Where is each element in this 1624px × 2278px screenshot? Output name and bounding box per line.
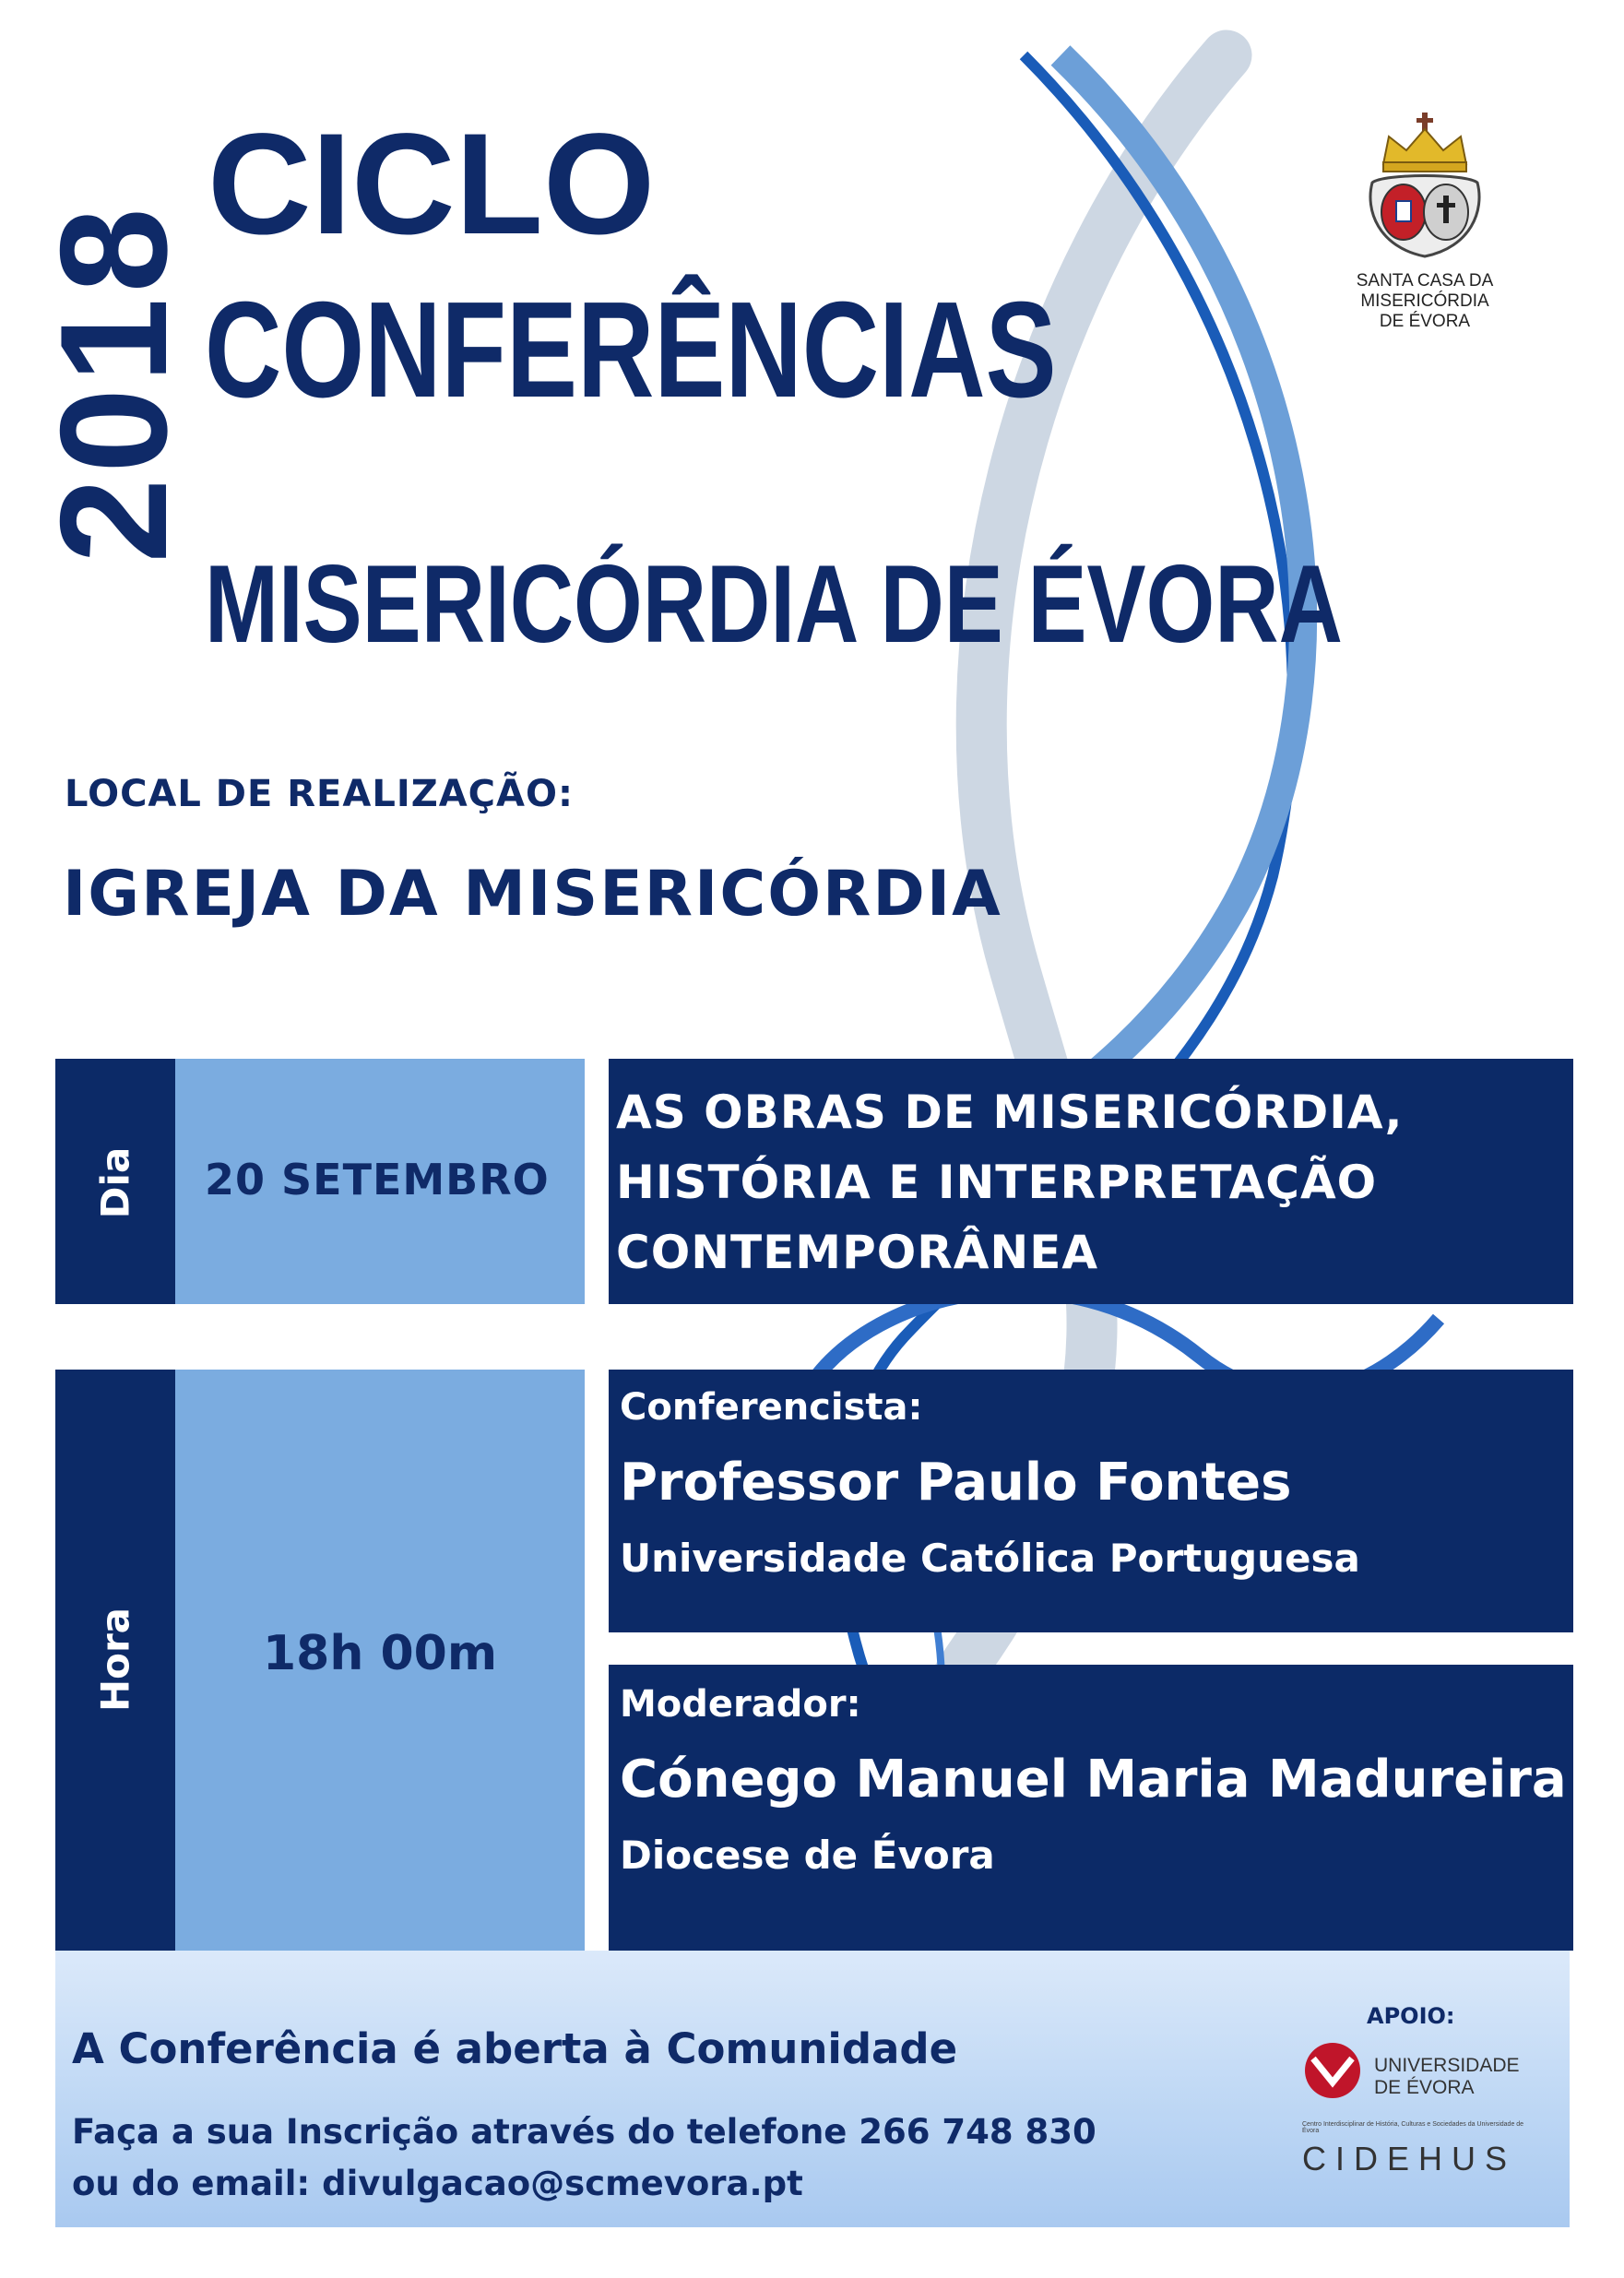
coat-of-arms-icon: [1356, 109, 1494, 266]
university-name-line: UNIVERSIDADE: [1374, 2055, 1520, 2076]
dia-value: 20 SETEMBRO: [205, 1155, 550, 1204]
cidehus-subtitle: Centro Interdisciplinar de História, Culturas e Sociedades da Universidade de Évora: [1302, 2121, 1524, 2134]
year-vertical: 2018: [29, 202, 198, 564]
hora-value-box: [175, 1370, 585, 1951]
local-value: IGREJA DA MISERICÓRDIA: [63, 858, 1002, 931]
moderator-role: Moderador:: [620, 1683, 861, 1726]
footer-open-text: A Conferência é aberta à Comunidade: [72, 2024, 958, 2073]
title-line-2: CONFERÊNCIAS: [205, 274, 1057, 426]
title-line-1: CICLO: [207, 104, 656, 265]
topic-line: HISTÓRIA E INTERPRETAÇÃO: [616, 1156, 1378, 1209]
support-label: APOIO:: [1367, 2003, 1455, 2029]
local-label: LOCAL DE REALIZAÇÃO:: [65, 773, 574, 815]
moderator-name: Cónego Manuel Maria Madureira: [620, 1750, 1567, 1809]
logo-text-line: DE ÉVORA: [1379, 312, 1471, 331]
footer-email-line: ou do email: divulgacao@scmevora.pt: [72, 2164, 803, 2203]
santa-casa-logo: [1333, 109, 1517, 332]
topic-line: AS OBRAS DE MISERICÓRDIA,: [616, 1086, 1404, 1139]
logo-text-line: SANTA CASA DA: [1356, 271, 1494, 291]
moderator-affiliation: Diocese de Évora: [620, 1833, 995, 1878]
hora-label: Hora: [92, 1607, 138, 1713]
speaker-affiliation: Universidade Católica Portuguesa: [620, 1536, 1360, 1581]
dia-label-box: [55, 1059, 175, 1304]
topic-box: [609, 1059, 1573, 1304]
dia-label: Dia: [92, 1146, 138, 1219]
university-emblem-icon: [1300, 2038, 1365, 2103]
hora-value: 18h 00m: [263, 1626, 498, 1681]
logo-text-line: MISERICÓRDIA: [1360, 291, 1489, 311]
title-line-3: MISERICÓRDIA DE ÉVORA: [205, 542, 1343, 666]
speaker-role: Conferencista:: [620, 1386, 923, 1429]
footer-phone-line: Faça a sua Inscrição através do telefone 266 748 830: [72, 2112, 1096, 2152]
dia-value-box: [175, 1059, 585, 1304]
cidehus-logo-text: CIDEHUS: [1302, 2140, 1517, 2177]
speaker-name: Professor Paulo Fontes: [620, 1453, 1292, 1513]
speaker-box: [609, 1370, 1573, 1632]
university-name-line: DE ÉVORA: [1374, 2077, 1475, 2098]
topic-line: CONTEMPORÂNEA: [616, 1226, 1099, 1279]
moderator-box: [609, 1665, 1573, 1951]
hora-label-box: [55, 1370, 175, 1951]
